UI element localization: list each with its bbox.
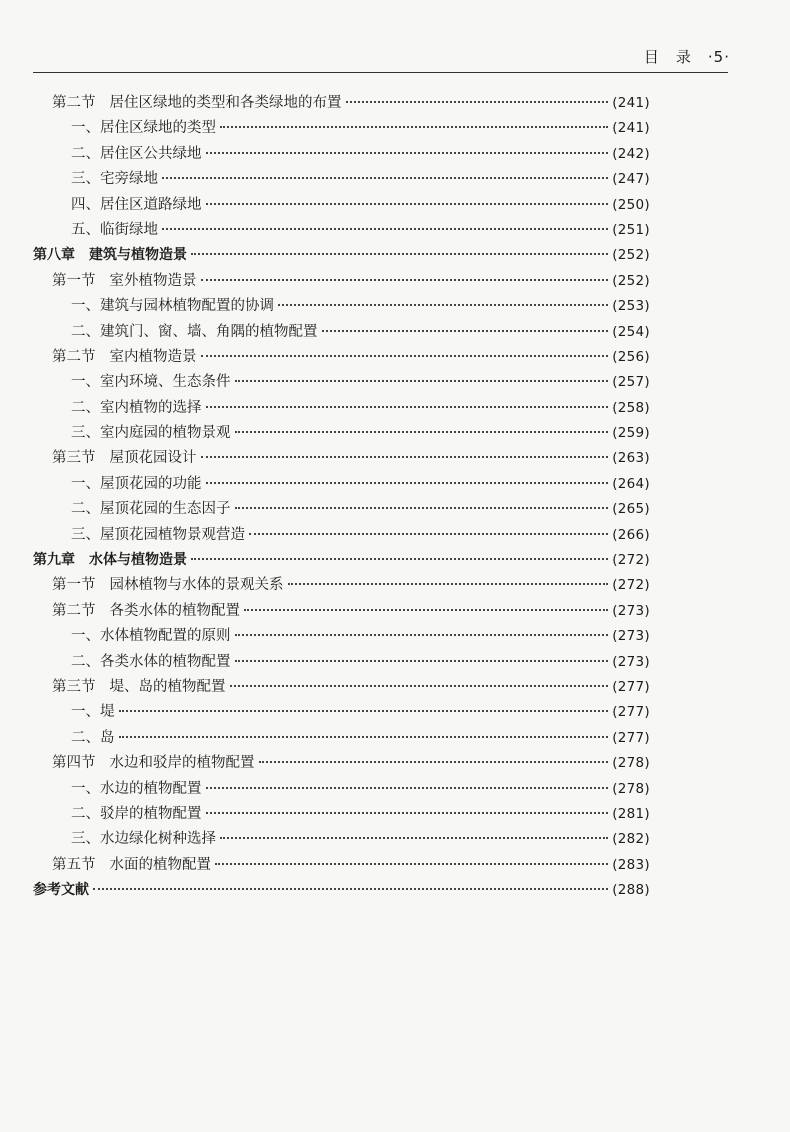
- toc-entry-title: 水边和驳岸的植物配置: [109, 755, 255, 772]
- toc-entry-page: (288): [612, 882, 650, 899]
- toc-entry-page: (277): [612, 729, 650, 746]
- toc-subsection-entry[interactable]: [33, 497, 650, 522]
- toc-entry-heading: [52, 91, 342, 116]
- toc-entry-heading: [71, 523, 245, 548]
- toc-entry-heading: [52, 345, 197, 370]
- header-title: 目 录: [643, 48, 692, 66]
- toc-entry-page: (263): [612, 450, 650, 467]
- toc-entry-title: 一、室内环境、生态条件: [71, 374, 231, 391]
- toc-entry-title: 一、堤: [71, 704, 115, 721]
- toc-entry-page: (277): [612, 678, 650, 695]
- toc-entry-title: 建筑与植物造景: [89, 247, 187, 264]
- toc-entry-page: (251): [612, 221, 650, 238]
- toc-chapter-entry[interactable]: [33, 878, 650, 903]
- dot-leader: [235, 634, 609, 636]
- toc-entry-title: 一、建筑与园林植物配置的协调: [71, 298, 274, 315]
- toc-entry-title: 参考文献: [33, 882, 89, 899]
- toc-subsection-entry[interactable]: [33, 726, 650, 751]
- toc-subsection-entry[interactable]: [33, 218, 650, 243]
- toc-entry-page: (283): [612, 856, 650, 873]
- toc-entry-title: 三、水边绿化树种选择: [71, 831, 216, 848]
- toc-entry-title: 二、居住区公共绿地: [71, 145, 202, 162]
- dot-leader: [215, 863, 608, 865]
- toc-entry-heading: [71, 472, 202, 497]
- toc-entry-page: (252): [612, 247, 650, 264]
- toc-entry-title: 二、室内植物的选择: [71, 399, 202, 416]
- toc-section-entry[interactable]: [33, 751, 650, 776]
- toc-entry-heading: [33, 878, 89, 903]
- toc-entry-title: 居住区绿地的类型和各类绿地的布置: [109, 95, 342, 111]
- toc-entry-heading: [71, 396, 202, 421]
- toc-entry-page: (265): [612, 501, 650, 518]
- toc-entry-number: 第二节: [52, 602, 96, 619]
- toc-entry-number: 第一节: [52, 577, 96, 594]
- toc-entry-page: (273): [612, 653, 650, 670]
- dot-leader: [220, 837, 608, 839]
- toc-subsection-entry[interactable]: [33, 472, 650, 497]
- toc-subsection-entry[interactable]: [33, 320, 650, 345]
- dot-leader: [230, 685, 609, 687]
- toc-subsection-entry[interactable]: [33, 827, 650, 852]
- toc-entry-title: 园林植物与水体的景观关系: [109, 577, 284, 594]
- toc-entry-number: 第三节: [52, 678, 96, 695]
- toc-entry-page: (277): [612, 704, 650, 721]
- dot-leader: [206, 152, 609, 154]
- toc-chapter-entry[interactable]: [33, 548, 650, 573]
- toc-entry-heading: [52, 675, 226, 700]
- dot-leader: [244, 609, 608, 611]
- dot-leader: [206, 812, 609, 814]
- dot-leader: [259, 761, 609, 763]
- toc-subsection-entry[interactable]: [33, 116, 650, 141]
- toc-subsection-entry[interactable]: [33, 142, 650, 167]
- toc-entry-heading: [52, 446, 197, 471]
- toc-entry-title: 二、岛: [71, 729, 115, 746]
- header-rule: [33, 72, 728, 73]
- toc-entry-number: 第一节: [52, 272, 96, 289]
- toc-entry-heading: [71, 218, 158, 243]
- dot-leader: [206, 203, 609, 205]
- toc-entry-page: (253): [612, 298, 650, 315]
- toc-entry-page: (241): [612, 95, 650, 111]
- toc-subsection-entry[interactable]: [33, 700, 650, 725]
- toc-entry-page: (266): [612, 526, 650, 543]
- dot-leader: [235, 507, 609, 509]
- toc-entry-number: 第三节: [52, 450, 96, 467]
- dot-leader: [278, 304, 608, 306]
- toc-entry-number: 第八章: [33, 247, 75, 264]
- toc-subsection-entry[interactable]: [33, 396, 650, 421]
- toc-entry-heading: [71, 320, 318, 345]
- toc-subsection-entry[interactable]: [33, 421, 650, 446]
- toc-entry-page: (272): [612, 552, 650, 569]
- toc-entry-heading: [33, 243, 187, 268]
- toc-entry-title: 各类水体的植物配置: [109, 602, 240, 619]
- toc-entry-page: (250): [612, 196, 650, 213]
- toc-entry-title: 二、屋顶花园的生态因子: [71, 501, 231, 518]
- dot-leader: [191, 253, 608, 255]
- dot-leader: [93, 888, 608, 890]
- toc-entry-title: 水体与植物造景: [89, 552, 187, 569]
- toc-entry-title: 三、室内庭园的植物景观: [71, 425, 231, 442]
- toc-entry-page: (281): [612, 805, 650, 822]
- toc-section-entry[interactable]: [33, 269, 650, 294]
- toc-entry-title: 三、屋顶花园植物景观营造: [71, 526, 245, 543]
- toc-entry-heading: [71, 497, 231, 522]
- toc-subsection-entry[interactable]: [33, 650, 650, 675]
- toc-section-entry[interactable]: [33, 675, 650, 700]
- toc-entry-page: (256): [612, 348, 650, 365]
- toc-entry-page: (258): [612, 399, 650, 416]
- header-page-number: ·5·: [707, 48, 730, 66]
- toc-entry-number: 第九章: [33, 552, 75, 569]
- toc-entry-heading: [52, 599, 240, 624]
- toc-entry-page: (252): [612, 272, 650, 289]
- toc-entry-heading: [71, 167, 158, 192]
- toc-entry-heading: [52, 853, 211, 878]
- toc-section-entry[interactable]: [33, 91, 650, 116]
- toc-subsection-entry[interactable]: [33, 294, 650, 319]
- dot-leader: [206, 406, 609, 408]
- toc-entry-number: 第二节: [52, 348, 96, 365]
- toc-subsection-entry[interactable]: [33, 167, 650, 192]
- toc-entry-heading: [71, 142, 202, 167]
- dot-leader: [119, 736, 609, 738]
- dot-leader: [288, 583, 609, 585]
- toc-entry-title: 二、驳岸的植物配置: [71, 805, 202, 822]
- toc-entry-heading: [52, 269, 197, 294]
- toc-entry-title: 室内植物造景: [109, 348, 197, 365]
- toc-entry-page: (282): [612, 831, 650, 848]
- dot-leader: [235, 380, 609, 382]
- toc-entry-heading: [52, 751, 255, 776]
- dot-leader: [191, 558, 608, 560]
- toc-entry-heading: [71, 370, 231, 395]
- toc-entry-title: 五、临街绿地: [71, 221, 158, 238]
- toc-entry-title: 一、居住区绿地的类型: [71, 120, 216, 137]
- dot-leader: [201, 355, 609, 357]
- toc-entry-page: (264): [612, 475, 650, 492]
- toc-entry-heading: [52, 573, 284, 598]
- toc-entry-heading: [71, 624, 231, 649]
- dot-leader: [249, 533, 608, 535]
- toc-subsection-entry[interactable]: [33, 370, 650, 395]
- toc-entry-heading: [71, 193, 202, 218]
- toc-entry-title: 室外植物造景: [109, 272, 197, 289]
- toc-entry-number: 第五节: [52, 856, 96, 873]
- toc-entry-heading: [71, 777, 202, 802]
- dot-leader: [162, 177, 608, 179]
- toc-entry-number: 第四节: [52, 755, 96, 772]
- toc-subsection-entry[interactable]: [33, 193, 650, 218]
- toc-entry-heading: [33, 548, 187, 573]
- running-header: [644, 46, 730, 67]
- toc-entry-page: (273): [612, 628, 650, 645]
- toc-section-entry[interactable]: [33, 853, 650, 878]
- toc-subsection-entry[interactable]: [33, 624, 650, 649]
- dot-leader: [206, 482, 609, 484]
- dot-leader: [206, 787, 609, 789]
- toc-entry-title: 水面的植物配置: [109, 856, 211, 873]
- toc-entry-heading: [71, 700, 115, 725]
- toc-entry-page: (259): [612, 425, 650, 442]
- toc-section-entry[interactable]: [33, 599, 650, 624]
- toc-entry-page: (278): [612, 755, 650, 772]
- toc-entry-heading: [71, 802, 202, 827]
- toc-entry-title: 三、宅旁绿地: [71, 171, 158, 188]
- dot-leader: [220, 126, 608, 128]
- dot-leader: [235, 660, 609, 662]
- toc-section-entry[interactable]: [33, 573, 650, 598]
- toc-entry-page: (254): [612, 323, 650, 340]
- toc-entry-heading: [71, 726, 115, 751]
- toc-entry-page: (278): [612, 780, 650, 797]
- toc-entry-title: 屋顶花园设计: [109, 450, 197, 467]
- toc-entry-page: (272): [612, 577, 650, 594]
- dot-leader: [201, 279, 609, 281]
- toc-entry-title: 二、建筑门、窗、墙、角隅的植物配置: [71, 323, 318, 340]
- toc-subsection-entry[interactable]: [33, 777, 650, 802]
- toc-entry-title: 四、居住区道路绿地: [71, 196, 202, 213]
- toc-entry-title: 一、水边的植物配置: [71, 780, 202, 797]
- dot-leader: [346, 101, 609, 103]
- toc-entry-title: 一、屋顶花园的功能: [71, 475, 202, 492]
- toc-section-entry[interactable]: [33, 446, 650, 471]
- dot-leader: [235, 431, 609, 433]
- toc-entry-page: (247): [612, 171, 650, 188]
- dot-leader: [162, 228, 608, 230]
- toc-entry-heading: [71, 294, 274, 319]
- toc-entry-heading: [71, 650, 231, 675]
- toc-entry-title: 二、各类水体的植物配置: [71, 653, 231, 670]
- toc-entry-page: (242): [612, 145, 650, 162]
- toc-chapter-entry[interactable]: [33, 243, 650, 268]
- toc-entry-page: (241): [612, 120, 650, 137]
- toc-subsection-entry[interactable]: [33, 802, 650, 827]
- dot-leader: [119, 710, 609, 712]
- toc-entry-heading: [71, 827, 216, 852]
- toc-entry-page: (257): [612, 374, 650, 391]
- toc-entry-number: 第二节: [52, 95, 96, 111]
- toc-subsection-entry[interactable]: [33, 523, 650, 548]
- dot-leader: [201, 456, 609, 458]
- toc-entry-title: 堤、岛的植物配置: [109, 678, 226, 695]
- toc-section-entry[interactable]: [33, 345, 650, 370]
- toc-entry-title: 一、水体植物配置的原则: [71, 628, 231, 645]
- toc-entry-heading: [71, 421, 231, 446]
- toc-entry-heading: [71, 116, 216, 141]
- toc-entry-page: (273): [612, 602, 650, 619]
- dot-leader: [322, 330, 609, 332]
- table-of-contents: [33, 91, 650, 904]
